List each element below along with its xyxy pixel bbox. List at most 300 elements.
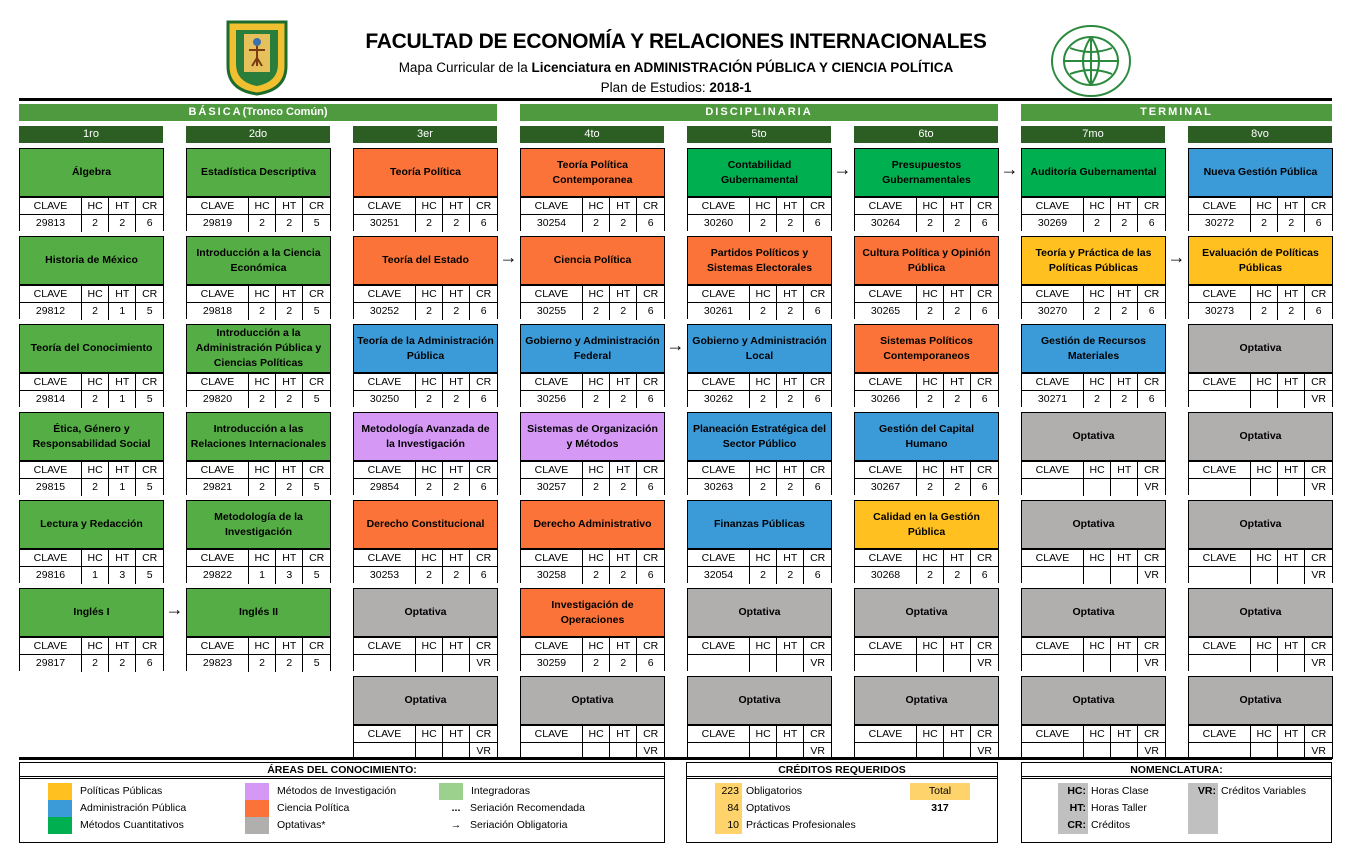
course-table xyxy=(354,725,497,760)
course-ht: 2 xyxy=(276,655,303,672)
optativa-card[interactable] xyxy=(1188,500,1333,583)
course-clave: 29854 xyxy=(354,479,415,496)
col-header: CLAVE xyxy=(354,374,415,391)
optativa-card[interactable] xyxy=(687,588,832,671)
col-header: CLAVE xyxy=(688,462,749,479)
course-name: Derecho Constitucional xyxy=(354,501,497,549)
course-clave: 30265 xyxy=(855,303,916,320)
col-header: HT xyxy=(1111,198,1138,215)
course-ht: 2 xyxy=(777,391,804,408)
course-cr: 6 xyxy=(637,655,664,672)
course-clave xyxy=(688,655,749,672)
col-header: HT xyxy=(1278,462,1305,479)
col-header: HC xyxy=(916,286,943,303)
course-ht: 3 xyxy=(276,567,303,584)
col-header: CR xyxy=(470,462,497,479)
col-header: HT xyxy=(777,286,804,303)
col-header: CLAVE xyxy=(688,198,749,215)
course-ht: 3 xyxy=(109,567,136,584)
col-header: HC xyxy=(582,638,609,655)
course-table xyxy=(688,549,831,584)
course-table xyxy=(1022,637,1165,672)
col-header: HC xyxy=(749,374,776,391)
course-card[interactable] xyxy=(854,148,999,231)
course-ht: 2 xyxy=(944,479,971,496)
nomenclature-label: Créditos Variables xyxy=(1221,785,1307,797)
course-table xyxy=(187,197,330,232)
course-hc xyxy=(1083,567,1110,584)
course-table xyxy=(688,725,831,760)
course-name: Teoría del Conocimiento xyxy=(20,325,163,373)
course-clave: 30262 xyxy=(688,391,749,408)
course-card[interactable] xyxy=(520,500,665,583)
course-table xyxy=(187,373,330,408)
col-header: CLAVE xyxy=(1189,726,1250,743)
col-header: CLAVE xyxy=(855,550,916,567)
col-header: CLAVE xyxy=(688,374,749,391)
course-table xyxy=(521,373,664,408)
course-hc: 2 xyxy=(248,655,275,672)
col-header: HT xyxy=(1278,286,1305,303)
optativa-card[interactable] xyxy=(1021,412,1166,495)
course-table xyxy=(855,373,998,408)
course-clave xyxy=(1022,655,1083,672)
col-header: CR xyxy=(1138,550,1165,567)
credit-value: 223 xyxy=(715,783,742,800)
course-ht: 2 xyxy=(777,567,804,584)
legend-label: Seriación Obligatoria xyxy=(470,819,568,831)
col-header: CLAVE xyxy=(1189,286,1250,303)
prerequisite-arrow-icon: → xyxy=(833,159,852,179)
optativa-card[interactable] xyxy=(1188,588,1333,671)
col-header: CR xyxy=(971,198,998,215)
course-table xyxy=(187,285,330,320)
course-table xyxy=(521,197,664,232)
col-header: HT xyxy=(777,638,804,655)
credit-item xyxy=(715,783,802,800)
course-name: Gestión de Recursos Materiales xyxy=(1022,325,1165,373)
nomenclature-code: VR: xyxy=(1197,785,1216,797)
optativa-card[interactable] xyxy=(1188,676,1333,759)
course-ht: 2 xyxy=(1278,303,1305,320)
col-header: CR xyxy=(1138,726,1165,743)
course-card[interactable] xyxy=(854,412,999,495)
course-name: Gestión del Capital Humano xyxy=(855,413,998,461)
credit-value: 10 xyxy=(715,817,742,834)
course-card[interactable] xyxy=(520,148,665,231)
course-card[interactable] xyxy=(520,588,665,671)
course-card[interactable] xyxy=(186,412,331,495)
col-header: HC xyxy=(248,638,275,655)
course-name: Optativa xyxy=(855,589,998,637)
course-cr: 5 xyxy=(303,567,330,584)
course-name: Metodología de la Investigación xyxy=(187,501,330,549)
course-table xyxy=(521,637,664,672)
course-card[interactable] xyxy=(1188,148,1333,231)
course-card[interactable] xyxy=(19,148,164,231)
course-table xyxy=(354,461,497,496)
col-header: HC xyxy=(582,726,609,743)
course-card[interactable] xyxy=(520,412,665,495)
col-header: CLAVE xyxy=(688,550,749,567)
col-header: CLAVE xyxy=(1189,638,1250,655)
course-name: Optativa xyxy=(1189,501,1332,549)
course-hc: 2 xyxy=(916,391,943,408)
col-header: CLAVE xyxy=(1022,198,1083,215)
course-card[interactable] xyxy=(1188,236,1333,319)
optativa-card[interactable] xyxy=(687,676,832,759)
col-header: CR xyxy=(1138,462,1165,479)
col-header: CR xyxy=(136,462,163,479)
course-table xyxy=(1022,725,1165,760)
course-cr: 6 xyxy=(804,479,831,496)
course-clave: 30254 xyxy=(521,215,582,232)
course-card[interactable] xyxy=(520,236,665,319)
course-hc: 2 xyxy=(916,215,943,232)
col-header: CLAVE xyxy=(521,638,582,655)
col-header: HC xyxy=(1083,550,1110,567)
col-header: CLAVE xyxy=(1022,726,1083,743)
col-header: CLAVE xyxy=(20,462,81,479)
col-header: HT xyxy=(443,638,470,655)
legend-swatch xyxy=(439,783,463,800)
course-cr: 6 xyxy=(637,391,664,408)
course-hc: 2 xyxy=(749,567,776,584)
section-label: DISCIPLINARIA xyxy=(705,106,813,118)
col-header: CR xyxy=(971,286,998,303)
course-name: Teoría Política xyxy=(354,149,497,197)
course-ht: 2 xyxy=(443,303,470,320)
col-header: HT xyxy=(1111,638,1138,655)
course-ht: 1 xyxy=(109,391,136,408)
col-header: CR xyxy=(637,374,664,391)
col-header: HT xyxy=(1111,286,1138,303)
course-table xyxy=(1189,725,1332,760)
course-name: Optativa xyxy=(354,589,497,637)
col-header: CR xyxy=(470,726,497,743)
course-cr: 5 xyxy=(303,303,330,320)
optativa-card[interactable] xyxy=(353,588,498,671)
course-card[interactable] xyxy=(687,500,832,583)
course-ht: 2 xyxy=(109,215,136,232)
course-ht: 2 xyxy=(276,303,303,320)
col-header: CLAVE xyxy=(1189,374,1250,391)
prerequisite-arrow-icon: → xyxy=(165,599,184,619)
semester-header: 8vo xyxy=(1188,126,1332,143)
course-card[interactable] xyxy=(19,588,164,671)
col-header: HC xyxy=(415,374,442,391)
course-ht: 2 xyxy=(610,479,637,496)
course-cr: 6 xyxy=(804,567,831,584)
col-header: CR xyxy=(1305,462,1332,479)
col-header: CR xyxy=(804,198,831,215)
course-cr: 6 xyxy=(804,303,831,320)
col-header: HT xyxy=(109,638,136,655)
nomenclature-code: HT: xyxy=(1069,802,1086,814)
course-name: Optativa xyxy=(1022,501,1165,549)
col-header: HC xyxy=(582,374,609,391)
col-header: CR xyxy=(136,550,163,567)
course-card[interactable] xyxy=(1021,236,1166,319)
course-clave: 29820 xyxy=(187,391,248,408)
course-table xyxy=(1022,197,1165,232)
col-header: HC xyxy=(248,550,275,567)
col-header: HT xyxy=(276,462,303,479)
col-header: HT xyxy=(1278,638,1305,655)
course-clave: 30258 xyxy=(521,567,582,584)
legend-label: Administración Pública xyxy=(80,802,187,814)
col-header: HT xyxy=(109,198,136,215)
course-name: Optativa xyxy=(1189,325,1332,373)
optativa-card[interactable] xyxy=(1021,588,1166,671)
course-card[interactable] xyxy=(1021,148,1166,231)
course-ht: 2 xyxy=(610,391,637,408)
course-clave: 29822 xyxy=(187,567,248,584)
course-cr: VR xyxy=(1305,567,1332,584)
col-header: HT xyxy=(777,374,804,391)
course-hc xyxy=(1083,655,1110,672)
course-table xyxy=(688,461,831,496)
course-hc: 2 xyxy=(415,391,442,408)
col-header: HC xyxy=(248,198,275,215)
course-name: Cultura Política y Opinión Pública xyxy=(855,237,998,285)
col-header: HT xyxy=(944,462,971,479)
legend-label: Métodos Cuantitativos xyxy=(80,819,184,831)
course-cr: 6 xyxy=(1138,303,1165,320)
optativa-card[interactable] xyxy=(854,588,999,671)
course-table xyxy=(1022,549,1165,584)
credit-label: Optativos xyxy=(746,802,791,814)
col-header: HC xyxy=(916,462,943,479)
col-header: HT xyxy=(944,374,971,391)
course-hc: 1 xyxy=(81,567,108,584)
optativa-card[interactable] xyxy=(1021,500,1166,583)
course-ht: 2 xyxy=(443,391,470,408)
col-header: HT xyxy=(610,550,637,567)
course-ht xyxy=(1278,391,1305,408)
nomenclature-label: Créditos xyxy=(1091,819,1131,831)
col-header: HC xyxy=(1250,462,1277,479)
legend-item xyxy=(48,817,184,834)
col-header: CR xyxy=(1305,726,1332,743)
course-table xyxy=(688,285,831,320)
course-card[interactable] xyxy=(353,500,498,583)
course-table xyxy=(521,461,664,496)
course-cr: VR xyxy=(1305,391,1332,408)
optativa-card[interactable] xyxy=(1021,676,1166,759)
course-hc: 2 xyxy=(1083,391,1110,408)
course-table xyxy=(1189,373,1332,408)
col-header: HT xyxy=(109,286,136,303)
col-header: CLAVE xyxy=(855,462,916,479)
col-header: HC xyxy=(916,638,943,655)
university-shield-logo xyxy=(224,18,290,101)
course-clave: 29816 xyxy=(20,567,81,584)
course-table xyxy=(20,373,163,408)
dots-icon: ... xyxy=(451,802,461,814)
nomenclature-item xyxy=(1188,783,1306,800)
semester-header: 2do xyxy=(186,126,330,143)
course-card[interactable] xyxy=(1021,324,1166,407)
course-hc: 2 xyxy=(415,479,442,496)
course-hc xyxy=(1250,655,1277,672)
course-ht xyxy=(1111,479,1138,496)
course-card[interactable] xyxy=(186,588,331,671)
col-header: CR xyxy=(1305,550,1332,567)
course-name: Introducción a la Administración Pública y Ciencias Políticas xyxy=(187,325,330,373)
col-header: HC xyxy=(415,550,442,567)
semester-header: 1ro xyxy=(19,126,163,143)
course-ht xyxy=(1278,655,1305,672)
course-name: Sistemas Políticos Contemporaneos xyxy=(855,325,998,373)
semester-header: 6to xyxy=(854,126,998,143)
optativa-card[interactable] xyxy=(854,676,999,759)
semester-header: 4to xyxy=(520,126,664,143)
course-hc xyxy=(1250,479,1277,496)
legend-label: Métodos de Investigación xyxy=(277,785,397,797)
course-table xyxy=(1189,461,1332,496)
feyri-seal-logo xyxy=(1050,24,1132,103)
course-clave: 30255 xyxy=(521,303,582,320)
section-note: (Tronco Común) xyxy=(242,106,328,118)
course-cr: 6 xyxy=(971,567,998,584)
col-header: CR xyxy=(804,462,831,479)
course-card[interactable] xyxy=(353,324,498,407)
course-name: Evaluación de Políticas Públicas xyxy=(1189,237,1332,285)
optativa-card[interactable] xyxy=(1188,412,1333,495)
course-card[interactable] xyxy=(19,236,164,319)
legend-label: Políticas Públicas xyxy=(80,785,163,797)
course-ht: 2 xyxy=(276,391,303,408)
col-header: CR xyxy=(470,374,497,391)
course-cr: 6 xyxy=(1138,391,1165,408)
col-header: HC xyxy=(1250,726,1277,743)
col-header: HT xyxy=(109,462,136,479)
course-card[interactable] xyxy=(19,500,164,583)
course-card[interactable] xyxy=(687,412,832,495)
course-clave: 29821 xyxy=(187,479,248,496)
col-header: HT xyxy=(777,198,804,215)
course-card[interactable] xyxy=(854,236,999,319)
course-clave: 30264 xyxy=(855,215,916,232)
col-header: CLAVE xyxy=(521,374,582,391)
course-card[interactable] xyxy=(186,148,331,231)
course-hc: 2 xyxy=(749,215,776,232)
col-header: HT xyxy=(109,374,136,391)
course-card[interactable] xyxy=(353,236,498,319)
col-header: CLAVE xyxy=(521,550,582,567)
course-name: Teoría y Práctica de las Políticas Públicas xyxy=(1022,237,1165,285)
course-hc: 2 xyxy=(582,567,609,584)
course-card[interactable] xyxy=(19,412,164,495)
course-card[interactable] xyxy=(186,324,331,407)
course-ht: 2 xyxy=(276,215,303,232)
course-cr: VR xyxy=(470,743,497,760)
course-cr: VR xyxy=(804,655,831,672)
col-header: HC xyxy=(81,198,108,215)
col-header: CLAVE xyxy=(20,374,81,391)
course-table xyxy=(855,285,998,320)
col-header: HT xyxy=(443,550,470,567)
course-clave: 32054 xyxy=(688,567,749,584)
optativa-card[interactable] xyxy=(520,676,665,759)
course-hc: 2 xyxy=(582,391,609,408)
course-name: Optativa xyxy=(1189,589,1332,637)
course-hc xyxy=(1250,567,1277,584)
legend-item xyxy=(48,783,162,800)
course-cr: VR xyxy=(1138,743,1165,760)
section-terminal xyxy=(1021,104,1332,121)
course-card[interactable] xyxy=(854,500,999,583)
course-name: Estadística Descriptiva xyxy=(187,149,330,197)
course-name: Derecho Administrativo xyxy=(521,501,664,549)
course-card[interactable] xyxy=(687,324,832,407)
course-card[interactable] xyxy=(520,324,665,407)
col-header: CLAVE xyxy=(521,198,582,215)
col-header: HC xyxy=(916,374,943,391)
course-table xyxy=(855,197,998,232)
col-header: CLAVE xyxy=(20,198,81,215)
course-table xyxy=(1022,461,1165,496)
page-subtitle xyxy=(300,60,1052,75)
course-ht: 2 xyxy=(443,215,470,232)
course-cr: 6 xyxy=(470,391,497,408)
col-header: CLAVE xyxy=(855,638,916,655)
col-header: HT xyxy=(276,374,303,391)
course-clave: 30269 xyxy=(1022,215,1083,232)
col-header: HT xyxy=(610,374,637,391)
course-ht: 2 xyxy=(1111,303,1138,320)
course-clave xyxy=(1189,567,1250,584)
course-card[interactable] xyxy=(186,236,331,319)
course-table xyxy=(855,461,998,496)
course-card[interactable] xyxy=(854,324,999,407)
col-header: HT xyxy=(443,286,470,303)
col-header: CR xyxy=(971,550,998,567)
section-disciplinaria xyxy=(520,104,998,121)
col-header: HT xyxy=(610,198,637,215)
course-clave: 30263 xyxy=(688,479,749,496)
semester-header: 3er xyxy=(353,126,497,143)
course-cr: 5 xyxy=(136,303,163,320)
col-header: CR xyxy=(136,638,163,655)
course-hc: 2 xyxy=(81,391,108,408)
col-header: HT xyxy=(276,638,303,655)
course-card[interactable] xyxy=(353,412,498,495)
course-card[interactable] xyxy=(19,324,164,407)
col-header: CLAVE xyxy=(187,462,248,479)
col-header: HC xyxy=(415,462,442,479)
course-hc xyxy=(1083,479,1110,496)
optativa-card[interactable] xyxy=(353,676,498,759)
course-hc xyxy=(916,655,943,672)
course-hc: 2 xyxy=(248,303,275,320)
optativa-card[interactable] xyxy=(1188,324,1333,407)
course-card[interactable] xyxy=(687,236,832,319)
col-header: CR xyxy=(303,374,330,391)
course-cr: 6 xyxy=(637,215,664,232)
course-card[interactable] xyxy=(353,148,498,231)
course-card[interactable] xyxy=(186,500,331,583)
plan-value: 2018-1 xyxy=(709,80,752,95)
course-cr: 6 xyxy=(1305,303,1332,320)
course-clave: 30250 xyxy=(354,391,415,408)
total-value: 317 xyxy=(931,802,949,814)
course-ht: 2 xyxy=(610,655,637,672)
col-header: CR xyxy=(1138,374,1165,391)
col-header: CR xyxy=(303,550,330,567)
course-card[interactable] xyxy=(687,148,832,231)
